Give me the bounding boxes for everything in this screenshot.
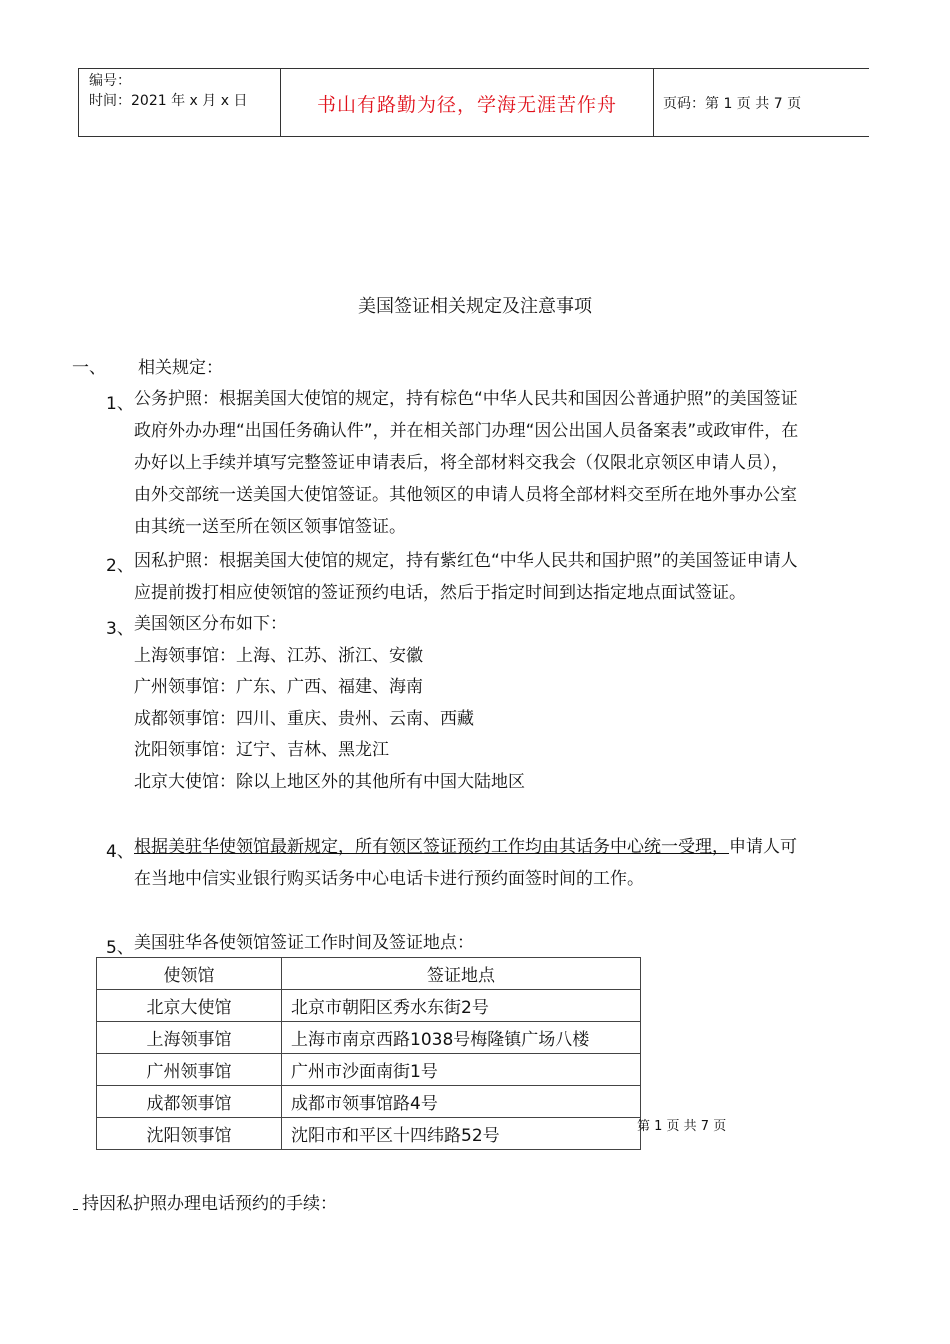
consular-district-line: 沈阳领事馆：辽宁、吉林、黑龙江 bbox=[134, 740, 389, 760]
table-cell-address: 上海市南京西路1038号梅隆镇广场八楼 bbox=[282, 1022, 641, 1054]
item5-heading: 美国驻华各使领馆签证工作时间及签证地点： bbox=[134, 933, 474, 953]
table-row bbox=[97, 990, 641, 1022]
item1-line: 办好以上手续并填写完整签证申请表后，将全部材料交我会（仅限北京领区申请人员）， bbox=[134, 453, 789, 473]
table-row bbox=[97, 1022, 641, 1054]
header-number-label: 编号： bbox=[89, 73, 131, 89]
header-meta-cell bbox=[79, 69, 281, 136]
table-cell-mission: 沈阳领事馆 bbox=[97, 1118, 282, 1150]
consular-district-line: 成都领事馆：四川、重庆、贵州、云南、西藏 bbox=[134, 709, 474, 729]
header-page-code: 页码：第 1 页 共 7 页 bbox=[663, 96, 802, 112]
item-number: 3、 bbox=[106, 619, 134, 639]
item-number: 4、 bbox=[106, 842, 134, 862]
table-cell-address: 北京市朝阳区秀水东街2号 bbox=[282, 990, 641, 1022]
table-header-cell: 使领馆 bbox=[97, 958, 282, 990]
item-number: 2、 bbox=[106, 556, 134, 576]
header-time-label: 时间：2021 年 x 月 x 日 bbox=[89, 93, 248, 109]
item4-line2: 在当地中信实业银行购买话务中心电话卡进行预约面签时间的工作。 bbox=[134, 869, 644, 889]
item-number: 1、 bbox=[106, 394, 134, 414]
table-cell-mission: 成都领事馆 bbox=[97, 1086, 282, 1118]
table-header-cell: 签证地点 bbox=[282, 958, 641, 990]
table-row bbox=[97, 1086, 641, 1118]
item2-line: 应提前拨打相应使领馆的签证预约电话，然后于指定时间到达指定地点面试签证。 bbox=[134, 583, 746, 603]
table-cell-address: 沈阳市和平区十四纬路52号 bbox=[282, 1118, 641, 1150]
table-cell-mission: 上海领事馆 bbox=[97, 1022, 282, 1054]
item-number: 5、 bbox=[106, 938, 134, 958]
item4-line bbox=[134, 831, 797, 863]
item1-line: 由其统一送至所在领区领事馆签证。 bbox=[134, 517, 406, 537]
bottom-dash bbox=[73, 1209, 78, 1210]
item4-underlined-text: 根据美驻华使领馆最新规定，所有领区签证预约工作均由其话务中心统一受理， bbox=[134, 837, 729, 857]
section-marker: 一、 bbox=[72, 358, 106, 378]
document-title: 美国签证相关规定及注意事项 bbox=[358, 296, 592, 317]
section-heading: 相关规定： bbox=[138, 358, 223, 378]
table-row bbox=[97, 1054, 641, 1086]
consular-district-line: 广州领事馆：广东、广西、福建、海南 bbox=[134, 677, 423, 697]
table-header-row bbox=[97, 958, 641, 990]
table-cell-mission: 广州领事馆 bbox=[97, 1054, 282, 1086]
table-cell-address: 广州市沙面南街1号 bbox=[282, 1054, 641, 1086]
header-motto: 书山有路勤为径，学海无涯苦作舟 bbox=[316, 94, 617, 116]
footer-page-number: 第 1 页 共 7 页 bbox=[637, 1119, 727, 1134]
item3-heading: 美国领区分布如下： bbox=[134, 614, 287, 634]
header-motto-cell bbox=[281, 69, 654, 136]
item1-line: 公务护照：根据美国大使馆的规定，持有棕色“中华人民共和国因公普通护照”的美国签证 bbox=[134, 389, 798, 409]
item2-line: 因私护照：根据美国大使馆的规定，持有紫红色“中华人民共和国护照”的美国签证申请人 bbox=[134, 551, 798, 571]
consular-district-line: 北京大使馆：除以上地区外的其他所有中国大陆地区 bbox=[134, 772, 525, 792]
item1-line: 政府外办办理“出国任务确认件”，并在相关部门办理“因公出国人员备案表”或政审件，在 bbox=[134, 421, 799, 441]
table-cell-mission: 北京大使馆 bbox=[97, 990, 282, 1022]
table-row bbox=[97, 1118, 641, 1150]
table-cell-address: 成都市领事馆路4号 bbox=[282, 1086, 641, 1118]
page-header bbox=[78, 68, 869, 137]
visa-venue-table bbox=[96, 957, 641, 1150]
bottom-heading: 持因私护照办理电话预约的手续： bbox=[82, 1194, 337, 1214]
consular-district-line: 上海领事馆：上海、江苏、浙江、安徽 bbox=[134, 646, 423, 666]
item4-rest-text: 申请人可 bbox=[729, 837, 797, 857]
item1-line: 由外交部统一送美国大使馆签证。其他领区的申请人员将全部材料交至所在地外事办公室 bbox=[134, 485, 797, 505]
